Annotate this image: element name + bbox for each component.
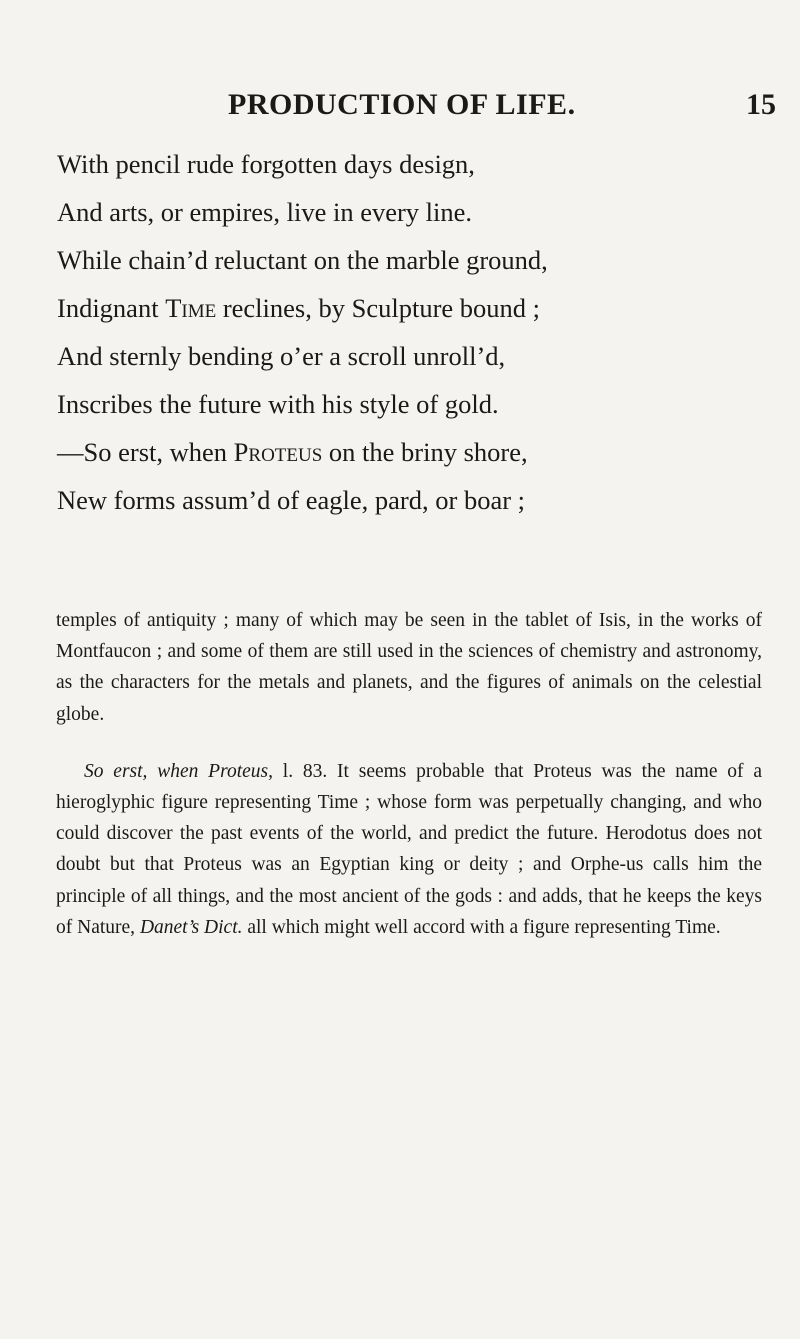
verse-line-2: And arts, or empires, live in every line. <box>57 197 473 227</box>
note-tail: all which might well accord with a figure representing Time. <box>242 916 721 938</box>
verse-line-4-start: Indignant <box>57 293 166 323</box>
verse-line-7-start: —So erst, when <box>57 437 234 467</box>
poem-block <box>57 140 757 524</box>
note-body: l. 83. It seems probable that Proteus was the name of a hieroglyphic figure representing Time ; whose form was perpetually changing, and who could discover the past events of the world, and predict the future. Herodotus does not doubt but that Proteus was an Egyptian king or deity ; and Orphe-us calls him the principle of all things, and the most ancient of the gods : and adds, that he keeps the keys of Nature, <box>56 760 762 938</box>
verse-line-4-smallcaps: Time <box>165 293 217 323</box>
verse-line-3: While chain’d reluctant on the marble ground, <box>57 245 548 275</box>
note-paragraph-1: temples of antiquity ; many of which may be seen in the tablet of Isis, in the works of Montfaucon ; and some of them are still used in the sciences of chemistry and astronomy, as the characters for the metals and planets, and the figures of animals on the celestial globe. <box>56 610 762 725</box>
verse-line-4-end: reclines, by Sculpture bound ; <box>216 293 541 323</box>
footnotes <box>56 605 762 943</box>
note-source: Danet’s Dict. <box>139 916 243 938</box>
note-paragraph-2 <box>56 756 762 943</box>
running-head: PRODUCTION OF LIFE. <box>228 88 576 121</box>
verse-line-8: New forms assum’d of eagle, pard, or boar ; <box>57 485 526 515</box>
verse-line-4 <box>57 284 757 332</box>
verse-line-1: With pencil rude forgotten days design, <box>57 149 475 179</box>
page-number: 15 <box>746 88 776 121</box>
verse-line-7-end: on the briny shore, <box>322 437 528 467</box>
verse-line-7 <box>57 428 757 476</box>
note-reference: So erst, when Proteus, <box>84 760 273 782</box>
verse-line-5: And sternly bending o’er a scroll unroll’d, <box>57 341 506 371</box>
verse-line-6: Inscribes the future with his style of gold. <box>57 389 499 419</box>
page-header <box>0 88 800 128</box>
verse-line-7-smallcaps: Proteus <box>233 437 323 467</box>
